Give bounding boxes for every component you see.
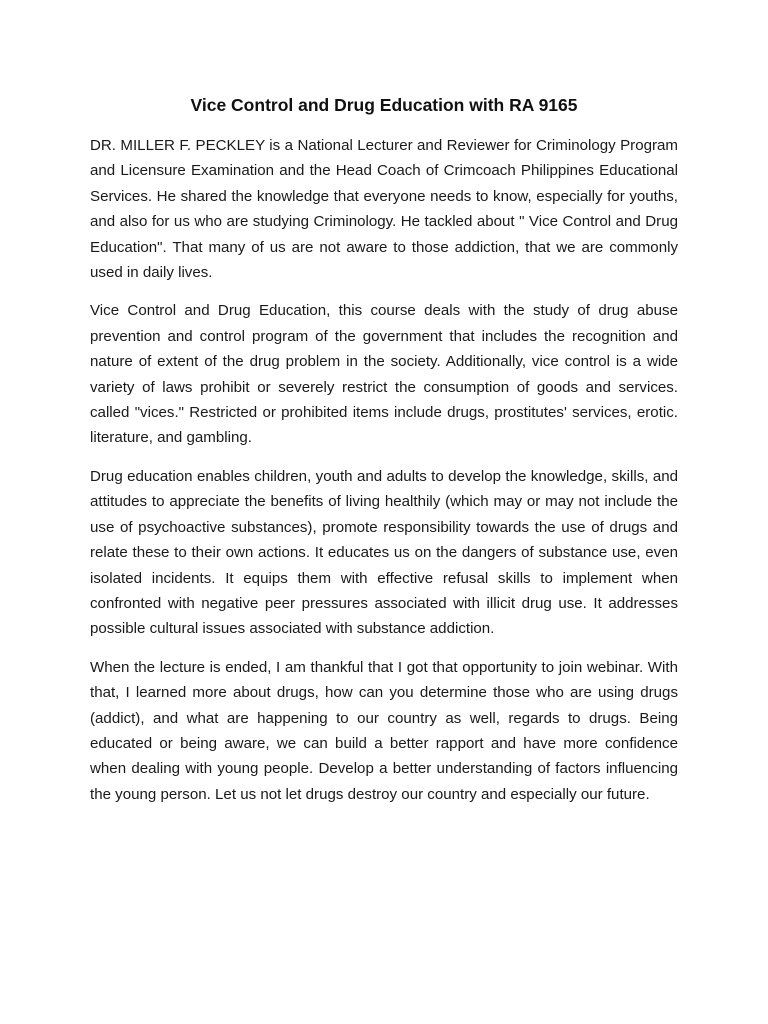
paragraph-drug-education: Drug education enables children, youth and adults to develop the knowledge, skills, and attitudes to appreciate the benefits of living healthily (which may or may not include the use of psychoactive substances), promote responsibility towards the use of drugs and relate these to their own actions. It educates us on the dangers of substance use, even isolated incidents. It equips them with effective refusal skills to implement when confronted with negative peer pressures associated with illicit drug use. It addresses possible cultural issues associated with substance addiction.	[90, 467, 678, 638]
document-body	[90, 133, 678, 820]
document-title: Vice Control and Drug Education with RA 9165	[190, 95, 578, 115]
paragraph-vice-control: Vice Control and Drug Education, this course deals with the study of drug abuse prevention and control program of the government that includes the recognition and nature of extent of the drug problem in the society. Additionally, vice control is a wide variety of laws prohibit or severely restrict the consumption of goods and services. called "vices." Restricted or prohibited items include drugs, prostitutes' services, erotic. literature, and gambling.	[90, 302, 678, 447]
paragraph-conclusion: When the lecture is ended, I am thankful that I got that opportunity to join webinar. With that, I learned more about drugs, how can you determine those who are using drugs (addict), and what are happening to our country as well, regards to drugs. Being educated or being aware, we can build a better rapport and have more confidence when dealing with young people. Develop a better understanding of factors influencing the young person. Let us not let drugs destroy our country and especially our future.	[90, 658, 678, 803]
paragraph-intro: DR. MILLER F. PECKLEY is a National Lecturer and Reviewer for Criminology Program and Licensure Examination and the Head Coach of Crimcoach Philippines Educational Services. He shared the knowledge that everyone needs to know, especially for youths, and also for us who are studying Criminology. He tackled about " Vice Control and Drug Education". That many of us are not aware to those addiction, that we are commonly used in daily lives.	[90, 137, 678, 282]
